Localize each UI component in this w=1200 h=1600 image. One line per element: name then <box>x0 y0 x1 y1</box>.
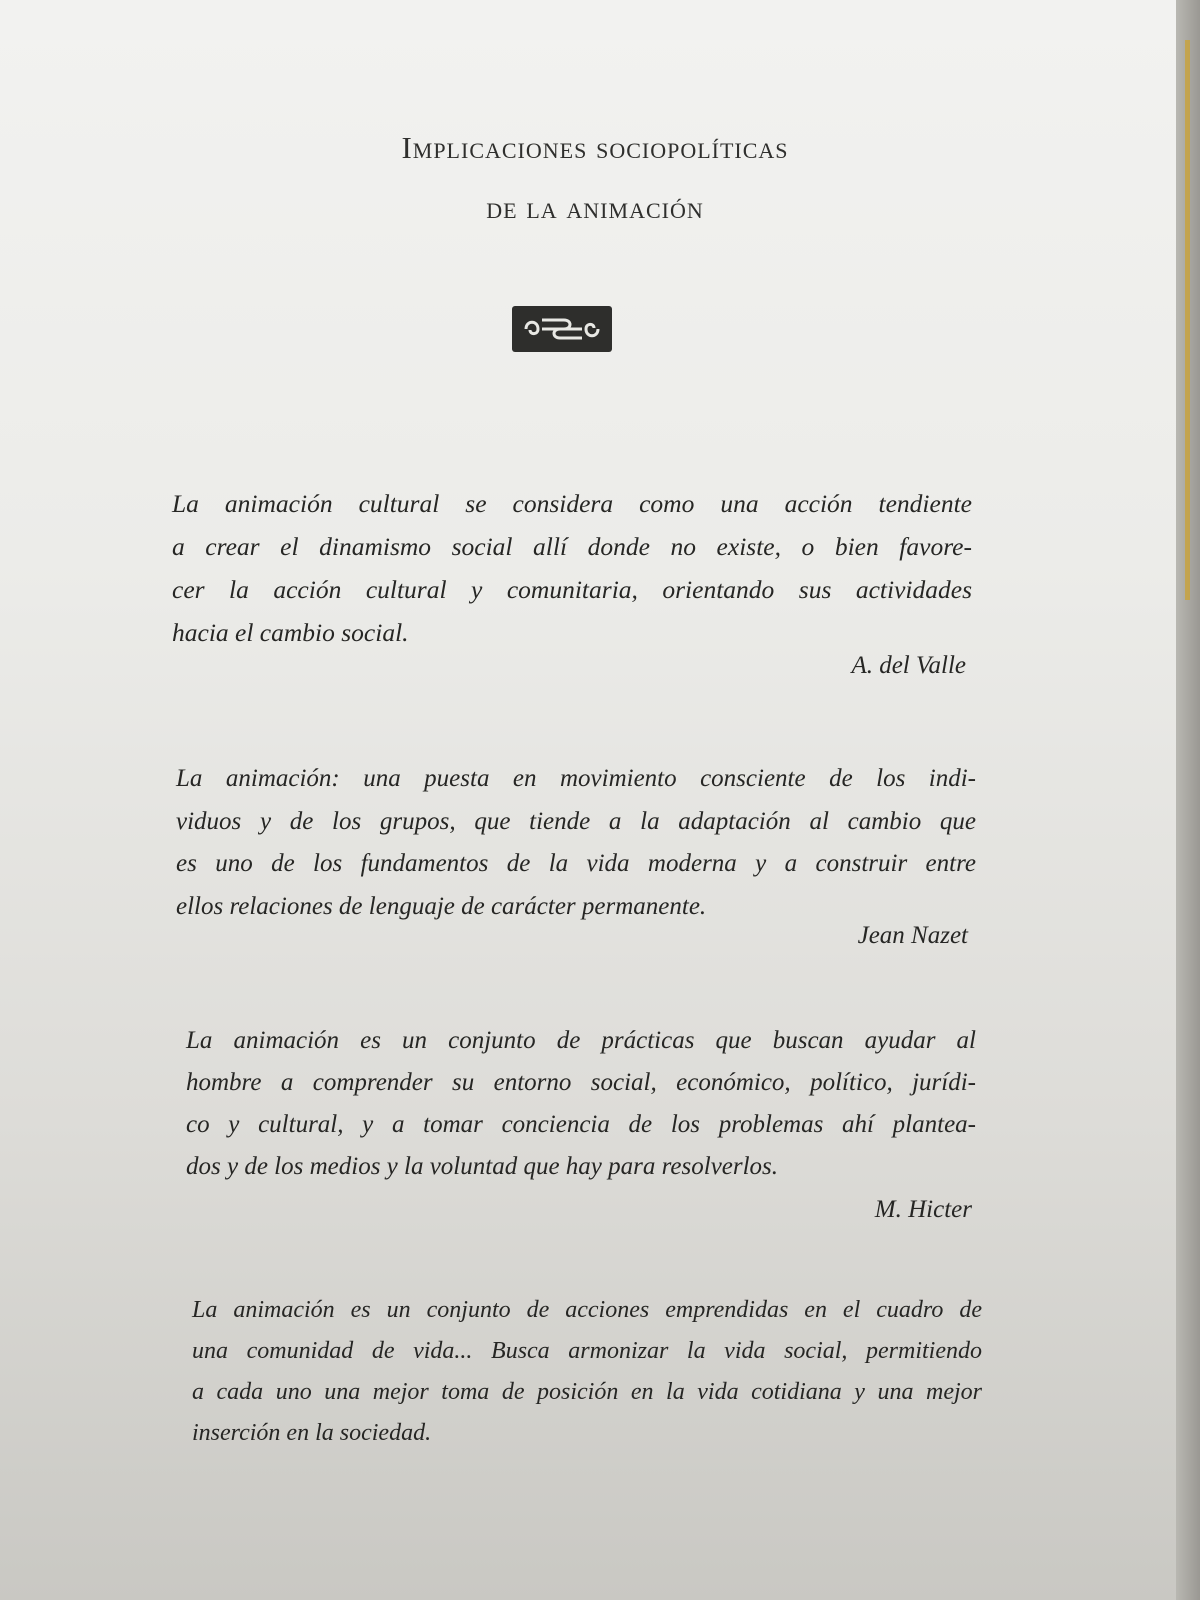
quote-line: ellos relaciones de lenguaje de carácter permanente. <box>176 892 707 920</box>
quote-line: a crear el dinamismo social allí donde no existe, o bien favore- <box>172 532 972 561</box>
quote-line: La animación cultural se considera como una acción tendiente <box>172 489 972 518</box>
quote-line: co y cultural, y a tomar conciencia de los problemas ahí plantea- <box>186 1111 976 1138</box>
page-edge-stripe <box>1185 40 1190 600</box>
epigraph-quote-4 <box>192 1290 982 1454</box>
quote-line: una comunidad de vida... Busca armonizar la vida social, permitiendo <box>192 1338 982 1364</box>
quote-line: hacia el cambio social. <box>172 618 409 647</box>
quote-line: inserción en la sociedad. <box>192 1420 432 1446</box>
scroll-wave-ornament-icon <box>512 306 612 352</box>
chapter-title-line-1: Implicaciones sociopolíticas <box>401 130 789 165</box>
chapter-title-line-2: de la animación <box>486 190 704 225</box>
quote-author-2: Jean Nazet <box>857 922 968 949</box>
quote-author-1: A. del Valle <box>851 652 966 679</box>
quote-line: a cada uno una mejor toma de posición en la vida cotidiana y una mejor <box>192 1379 982 1405</box>
quote-line: es uno de los fundamentos de la vida moderna y a construir entre <box>176 850 976 877</box>
epigraph-quote-2 <box>176 758 976 928</box>
quote-line: La animación: una puesta en movimiento consciente de los indi- <box>176 765 976 792</box>
quote-line: viduos y de los grupos, que tiende a la adaptación al cambio que <box>176 807 976 835</box>
quote-line: hombre a comprender su entorno social, económico, político, jurídi- <box>186 1069 976 1096</box>
quote-line: La animación es un conjunto de acciones emprendidas en el cuadro de <box>192 1297 982 1323</box>
epigraph-quote-1 <box>172 482 972 654</box>
quote-author-3: M. Hicter <box>874 1196 972 1223</box>
quote-line: cer la acción cultural y comunitaria, orientando sus actividades <box>172 575 972 604</box>
chapter-title <box>200 118 990 238</box>
quote-line: La animación es un conjunto de prácticas que buscan ayudar al <box>186 1027 976 1054</box>
epigraph-quote-3 <box>186 1020 976 1188</box>
quote-line: dos y de los medios y la voluntad que hay para resolverlos. <box>186 1153 779 1180</box>
